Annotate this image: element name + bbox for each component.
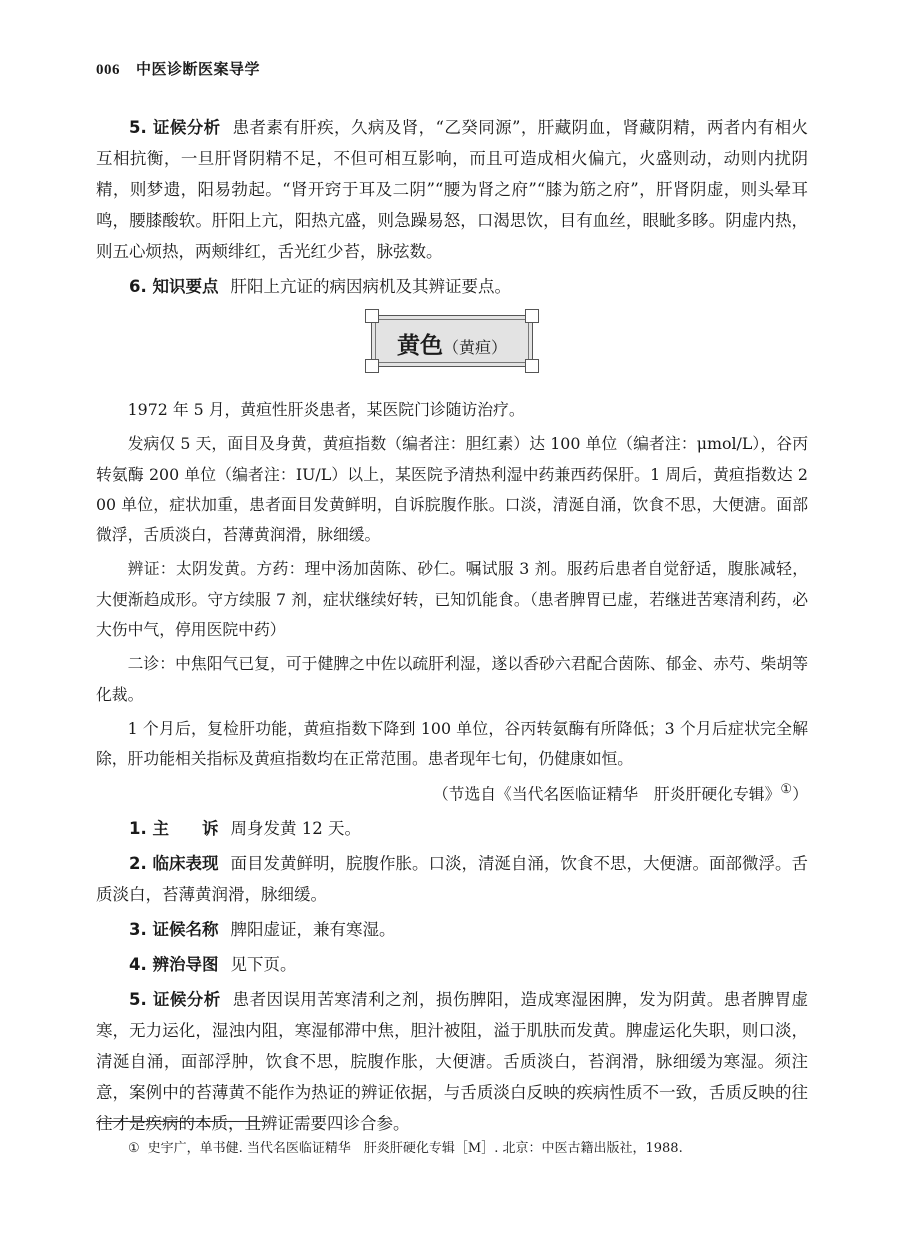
item-text: 肝阳上亢证的病因病机及其辨证要点。 <box>230 277 511 296</box>
source-text: （节选自《当代名医临证精华 肝炎肝硬化专辑》 <box>432 783 781 803</box>
footnote-ref: ① <box>780 781 793 797</box>
item-analysis <box>96 984 808 1139</box>
footnote-text: 史宇广，单书健. 当代名医临证精华 肝炎肝硬化专辑［M］. 北京：中医古籍出版社，1988. <box>147 1141 683 1156</box>
page-number: 006 <box>96 62 120 78</box>
item-clinical <box>96 848 808 910</box>
item-label: 5. 证候分析 <box>129 990 221 1010</box>
running-head <box>96 58 260 79</box>
case-paragraph: 辨证：太阴发黄。方药：理中汤加茵陈、砂仁。嘱试服 3 剂。服药后患者自觉舒适，腹胀减轻，大便渐趋成形。守方续服 7 剂，症状继续好转，已知饥能食。（患者脾胃已虚，若继进苦寒清利药，必大伤中气，停用医院中药） <box>96 559 808 640</box>
section-heading <box>96 311 808 387</box>
item-text: 脾阳虚证，兼有寒湿。 <box>230 920 396 940</box>
page-body <box>96 112 808 1139</box>
item-label: 2. 临床表现 <box>129 854 219 874</box>
case-paragraph: 发病仅 5 天，面目及身黄，黄疸指数（编者注：胆红素）达 100 单位（编者注：μmol/L），谷丙转氨酶 200 单位（编者注：IU/L）以上，某医院予清热利湿中药兼西药保肝。1 周后，黄疸指数达 200 单位，症状加重，患者面目发黄鲜明，自诉脘腹作胀。口淡，清涎自涌，饮食不思，大便溏。面部微浮，舌质淡白，苔薄黄润滑，脉细缓。 <box>96 434 808 545</box>
section-subtitle: （黄疸） <box>442 338 507 357</box>
item-text: 面目发黄鲜明，脘腹作胀。口淡，清涎自涌，饮食不思，大便溏。面部微浮。舌质淡白，苔薄黄润滑，脉细缓。 <box>96 854 808 905</box>
case-paragraph: 1 个月后，复检肝功能，黄疸指数下降到 100 单位，谷丙转氨酶有所降低；3 个月后症状完全解除，肝功能相关指标及黄疸指数均在正常范围。患者现年七旬，仍健康如恒。 <box>96 718 808 769</box>
footnote-rule <box>96 1121 264 1122</box>
item-syndrome <box>96 914 808 945</box>
item-text: 见下页。 <box>230 955 297 975</box>
item-label: 1. 主 诉 <box>129 819 219 839</box>
item-text: 患者因误用苦寒清利之剂，损伤脾阳，造成寒湿困脾，发为阴黄。患者脾胃虚寒，无力运化，湿浊内阻，寒湿郁滞中焦，胆汁被阻，溢于肌肤而发黄。脾虚运化失职，则口淡，清涎自涌，面部浮肿，饮食不思，脘腹作胀，大便溏。舌质淡白，苔润滑，脉细缓为寒湿。须注意，案例中的苔薄黄不能作为热证的辨证依据，与舌质淡白反映的疾病性质不一致，舌质反映的往往才是疾病的本质，且辨证需要四诊合参。 <box>96 990 809 1134</box>
source-close: ） <box>792 783 808 803</box>
item-label: 6. 知识要点 <box>129 277 219 296</box>
section-title: 黄色 <box>396 332 443 359</box>
case-source <box>96 775 808 810</box>
item-text: 周身发黄 12 天。 <box>230 819 361 839</box>
case-paragraph: 1972 年 5 月，黄疸性肝炎患者，某医院门诊随访治疗。 <box>127 400 525 419</box>
case1-analysis <box>96 112 808 267</box>
item-label: 4. 辨治导图 <box>129 955 219 975</box>
case-paragraph: 二诊：中焦阳气已复，可于健脾之中佐以疏肝利湿，遂以香砂六君配合茵陈、郁金、赤芍、柴胡等化裁。 <box>96 654 808 704</box>
heading-frame <box>371 315 533 367</box>
item-label: 3. 证候名称 <box>129 920 219 940</box>
book-title: 中医诊断医案导学 <box>136 60 261 78</box>
footnote <box>128 1137 683 1156</box>
footnote-mark: ① <box>128 1141 140 1156</box>
item-text: 患者素有肝疾，久病及肾，“乙癸同源”，肝藏阴血，肾藏阴精，两者内有相火互相抗衡，一旦肝肾阴精不足，不但可相互影响，而且可造成相火偏亢，火盛则动，动则内扰阴精，则梦遗，阳易勃起。“肾开窍于耳及二阴”“腰为肾之府”“膝为筋之府”，肝肾阴虚，则头晕耳鸣，腰膝酸软。肝阳上亢，阳热亢盛，则急躁易怒，口渴思饮，目有血丝，眼眦多眵。阴虚内热，则五心烦热，两颊绯红，舌光红少苔，脉弦数。 <box>96 118 808 261</box>
item-diagram <box>96 949 808 980</box>
item-label: 5. 证候分析 <box>129 118 221 137</box>
item-complaint <box>96 813 808 844</box>
case1-knowledge <box>96 271 808 302</box>
